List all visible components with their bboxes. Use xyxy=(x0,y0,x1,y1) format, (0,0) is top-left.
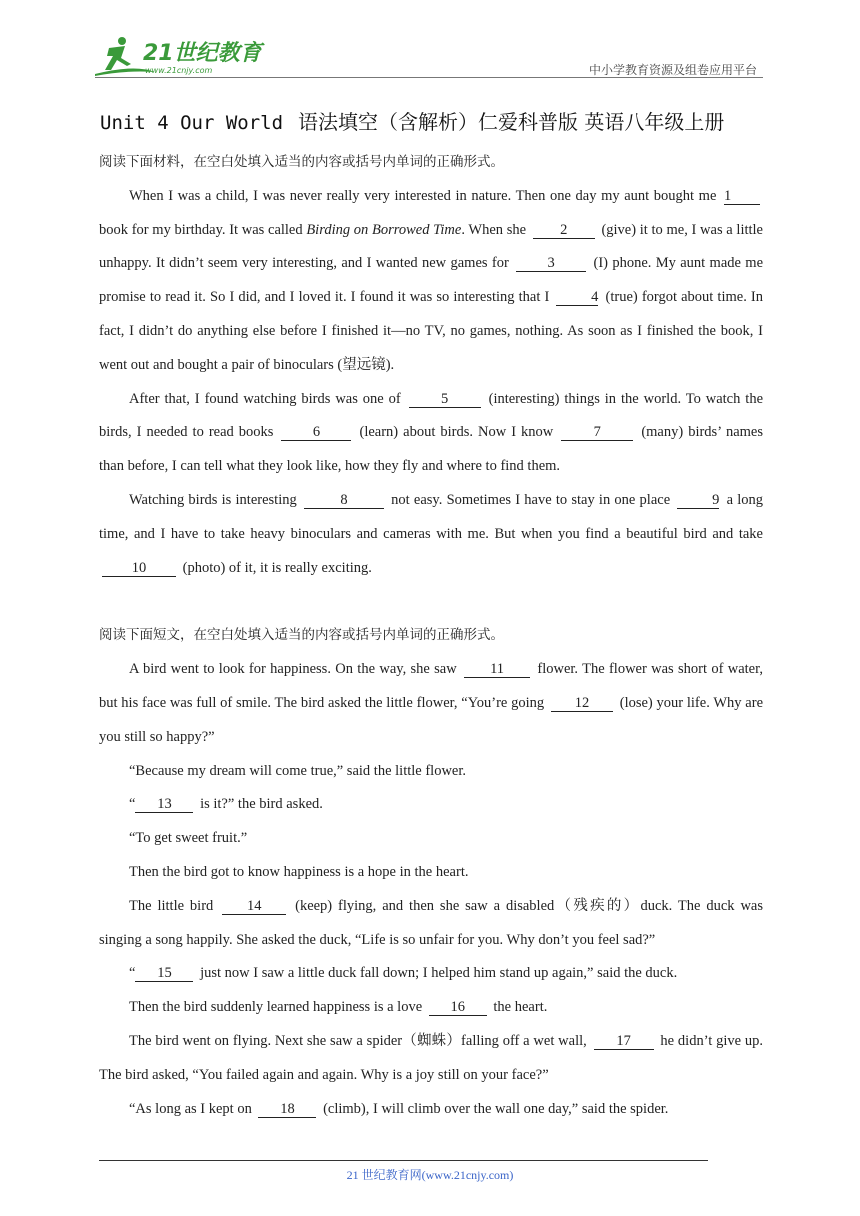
blank-1[interactable]: 1 xyxy=(724,188,760,205)
text: is it?” the bird asked. xyxy=(200,796,323,813)
book-title: Birding on Borrowed Time xyxy=(306,221,462,238)
text: Watching birds is interesting xyxy=(129,491,297,508)
text: “ xyxy=(129,796,136,813)
blank-13[interactable]: 13 xyxy=(135,796,193,813)
passage2-paragraph2: “Because my dream will come true,” said the little flower. xyxy=(129,762,467,779)
text: just now I saw a little duck fall down; I helped him stand up again,” said the duck. xyxy=(200,965,678,982)
blank-4[interactable]: 4 xyxy=(556,289,598,306)
text: The little bird xyxy=(129,897,214,914)
text: a long time, and I have to take heavy binoculars and cameras with me. But when you find a beautiful bird and take xyxy=(99,491,764,542)
text: (keep) flying, and then she saw a disabled（残疾的）duck. The duck was singing a song happily. She asked the duck, “Life is so unfair for you. Why don’t you feel sad?” xyxy=(99,897,763,948)
page-title xyxy=(100,106,724,135)
passage1-paragraph3 xyxy=(99,484,763,585)
blank-2[interactable]: 2 xyxy=(533,222,595,239)
text: After that, I found watching birds was one of xyxy=(129,390,401,407)
passage2-paragraph9 xyxy=(99,1025,763,1093)
text: The bird went on flying. Next she saw a spider（蜘蛛）falling off a wet wall, xyxy=(129,1032,587,1049)
title-english: Unit 4 Our World xyxy=(100,112,284,134)
blank-14[interactable]: 14 xyxy=(222,898,286,915)
blank-18[interactable]: 18 xyxy=(258,1101,316,1118)
text: When I was a child, I was never really very interested in nature. Then one day my aunt bought me xyxy=(129,187,717,204)
blank-9[interactable]: 9 xyxy=(677,492,719,509)
text: (lose) your life. Why are you still so happy?” xyxy=(99,694,764,745)
passage2-paragraph4: “To get sweet fruit.” xyxy=(129,830,248,847)
instruction-2: 阅读下面短文，在空白处填入适当的内容或括号内单词的正确形式。 xyxy=(99,627,504,644)
passage1-paragraph2 xyxy=(99,383,763,484)
passage2-paragraph8 xyxy=(99,991,763,1025)
blank-16[interactable]: 16 xyxy=(429,999,487,1016)
text: not easy. Sometimes I have to stay in one place xyxy=(391,491,671,508)
header-divider xyxy=(95,77,763,78)
text: “ xyxy=(129,965,136,982)
svg-text:21世纪教育: 21世纪教育 xyxy=(143,41,262,66)
text: Then the bird suddenly learned happiness is a love xyxy=(129,999,423,1016)
passage1-paragraph1 xyxy=(99,180,763,383)
text: (interesting) things in the world. To watch the birds, I needed to read books xyxy=(99,390,764,441)
text: (learn) about birds. Now I know xyxy=(359,424,554,441)
blank-6[interactable]: 6 xyxy=(281,424,351,441)
footer-link[interactable]: 21 世纪教育网(www.21cnjy.com) xyxy=(346,1168,514,1182)
blank-7[interactable]: 7 xyxy=(561,424,633,441)
text: “As long as I kept on xyxy=(129,1100,252,1117)
text: (give) it to me, I was a little unhappy. It didn’t seem very interesting, and I wanted new games for xyxy=(99,221,763,272)
header-platform-text: 中小学教育资源及组卷应用平台 xyxy=(588,63,757,77)
text: book for my birthday. It was called xyxy=(99,221,303,238)
text: (true) forgot about time. In fact, I didn’t do anything else before I finished it—no TV, no games, nothing. As soon as I finished the book, I went out and bought a pair of binoculars (望远镜). xyxy=(99,289,763,373)
section-gap xyxy=(99,585,763,619)
passage2-paragraph5: Then the bird got to know happiness is a hope in the heart. xyxy=(129,863,469,880)
footer-divider xyxy=(99,1160,708,1161)
text: A bird went to look for happiness. On the way, she saw xyxy=(129,661,457,678)
page-header xyxy=(95,34,763,80)
text: flower. The flower was short of water, but his face was full of smile. The bird asked the little flower, “You’re going xyxy=(99,661,763,711)
blank-11[interactable]: 11 xyxy=(464,661,530,678)
21cnjy-logo xyxy=(95,34,265,78)
blank-15[interactable]: 15 xyxy=(135,965,193,982)
title-chinese: 语法填空（含解析）仁爱科普版 英语八年级上册 xyxy=(298,110,725,134)
blank-10[interactable]: 10 xyxy=(102,560,176,577)
blank-8[interactable]: 8 xyxy=(304,492,384,509)
passage2-paragraph10 xyxy=(99,1093,763,1127)
blank-3[interactable]: 3 xyxy=(516,255,586,272)
passage2-paragraph3 xyxy=(99,788,763,822)
text: (photo) of it, it is really exciting. xyxy=(182,559,372,576)
blank-5[interactable]: 5 xyxy=(409,391,481,408)
blank-17[interactable]: 17 xyxy=(594,1033,654,1050)
text: (climb), I will climb over the wall one day,” said the spider. xyxy=(323,1100,669,1117)
text: he didn’t give up. The bird asked, “You failed again and again. Why is a joy still on your face?” xyxy=(99,1032,764,1083)
text: (many) birds’ names than before, I can tell what they look like, how they fly and where to find them. xyxy=(99,424,764,475)
passage2-paragraph7 xyxy=(99,957,763,991)
passage2-paragraph1 xyxy=(99,653,763,754)
passage2-paragraph6 xyxy=(99,890,763,958)
text: the heart. xyxy=(493,999,548,1016)
text: (I) phone. My aunt made me promise to read it. So I did, and I loved it. I found it was so interesting that I xyxy=(99,255,764,306)
instruction-1: 阅读下面材料，在空白处填入适当的内容或括号内单词的正确形式。 xyxy=(99,154,504,170)
svg-text:www.21cnjy.com: www.21cnjy.com xyxy=(145,66,213,75)
text: . When she xyxy=(461,221,527,238)
blank-12[interactable]: 12 xyxy=(551,695,613,712)
document-body xyxy=(99,146,763,1126)
